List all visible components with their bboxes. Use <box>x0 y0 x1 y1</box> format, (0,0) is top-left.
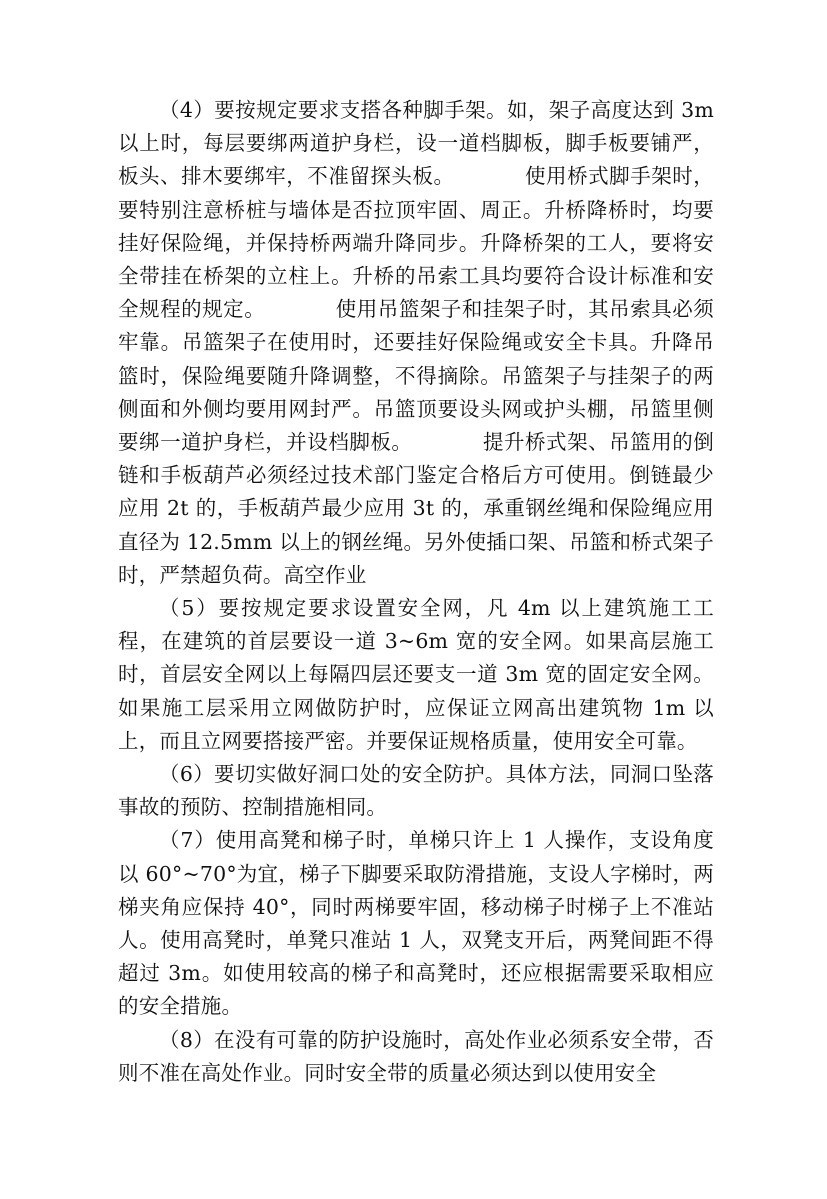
paragraph-safety-net: （5）要按规定要求设置安全网，凡 4m 以上建筑施工工程，在建筑的首层要设一道 3~6m 宽的安全网。如果高层施工时，首层安全网以上每隔四层还要支一道 3m 宽的固定安全网。如果施工层采用立网做防护时，应保证立网高出建筑物 1m 以上，而且立网要搭接严密。并要保证规格质量，使用安全可靠。 <box>118 596 714 753</box>
paragraph-ladders-stools: （7）使用高凳和梯子时，单梯只许上 1 人操作，支设角度以 60°~70°为宜，梯子下脚要采取防滑措施，支设人字梯时，两梯夹角应保持 40°，同时两梯要牢固，移动梯子时梯子上不准站人。使用高凳时，单凳只准站 1 人，双凳支开后，两凳间距不得超过 3m。如使用较高的梯子和高凳时，还应根据需要采取相应的安全措施。 <box>118 828 714 1019</box>
paragraph-opening-protection: （6）要切实做好洞口处的安全防护。具体方法，同洞口坠落事故的预防、控制措施相同。 <box>118 762 714 820</box>
paragraph-scaffolding: （4）要按规定要求支搭各种脚手架。如，架子高度达到 3m 以上时，每层要绑两道护身栏，设一道档脚板，脚手板要铺严，板头、排木要绑牢，不准留探头板。 使用桥式脚手架时，要特别注意桥桩与墙体是否拉顶牢固、周正。升桥降桥时，均要挂好保险绳，并保持桥两端升降同步。升降桥架的工人，要将安全带挂在桥架的立柱上。升桥的吊索工具均要符合设计标准和安全规程的规定。 使用吊篮架子和挂架子时，其吊索具必须牢靠。吊篮架子在使用时，还要挂好保险绳或安全卡具。升降吊篮时，保险绳要随升降调整，不得摘除。吊篮架子与挂架子的两侧面和外侧均要用网封严。吊篮顶要设头网或护头棚，吊篮里侧要绑一道护身栏，并设档脚板。 提升桥式架、吊篮用的倒链和手板葫芦必须经过技术部门鉴定合格后方可使用。倒链最少应用 2t 的，手板葫芦最少应用 3t 的，承重钢丝绳和保险绳应用直径为 12.5mm 以上的钢丝绳。另外使插口架、吊篮和桥式架子时，严禁超负荷。高空作业 <box>118 98 721 587</box>
document-body <box>118 94 721 1090</box>
paragraph-safety-belt: （8）在没有可靠的防护设施时，高处作业必须系安全带，否则不准在高处作业。同时安全带的质量必须达到以使用安全 <box>118 1027 714 1085</box>
